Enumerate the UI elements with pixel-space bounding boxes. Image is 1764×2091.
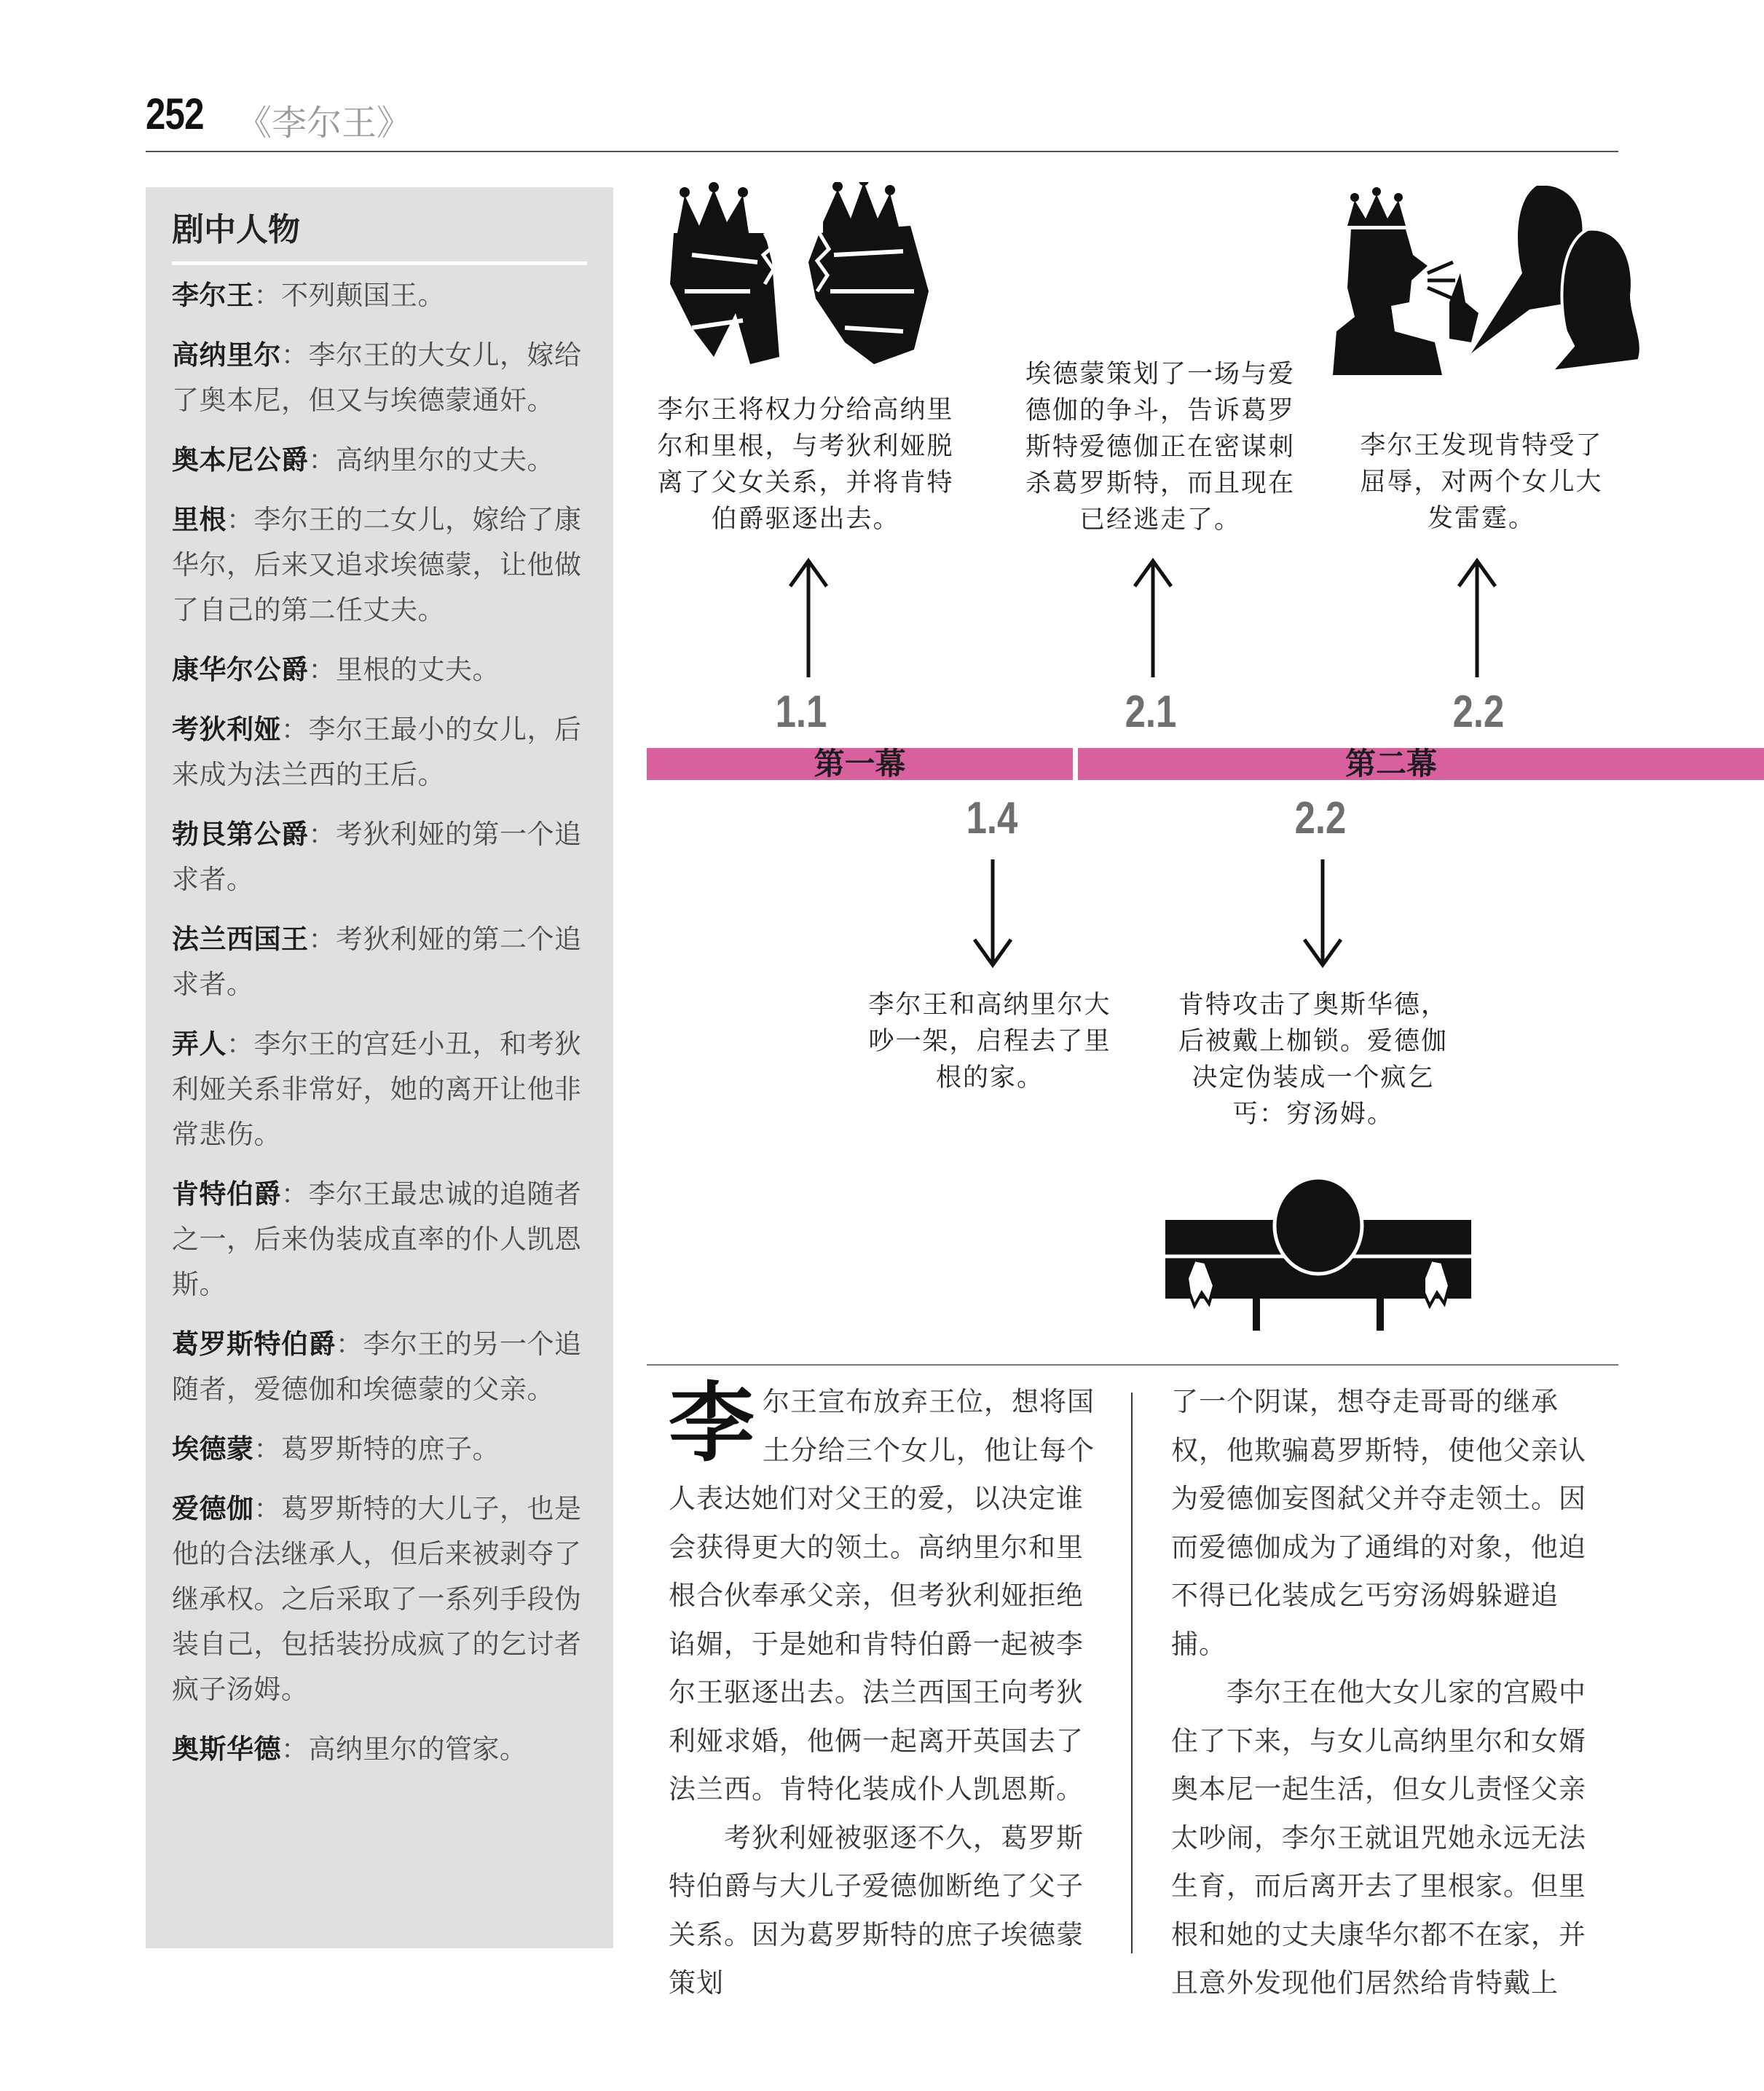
character-desc: ：高纳里尔的丈夫。: [308, 444, 554, 476]
body-column-2: [1171, 1378, 1599, 2008]
act-bar-2: [1078, 748, 1764, 780]
body-paragraph: 考狄利娅被驱逐不久，葛罗斯特伯爵与大儿子爱德伽断绝了父子关系。因为葛罗斯特的庶子埃德蒙策划: [669, 1822, 1084, 1999]
character-entry: [172, 917, 593, 1007]
character-desc: ：李尔王的另一个追随者，爱德伽和埃德蒙的父亲。: [172, 1328, 582, 1405]
column-divider: [1131, 1393, 1133, 1953]
character-desc: ：李尔王最小的女儿，后来成为法兰西的王后。: [172, 714, 582, 790]
king-shouting-at-daughters-icon: [1333, 186, 1646, 375]
scene-number: 2.2: [1452, 687, 1505, 737]
character-name: 李尔王: [172, 280, 254, 311]
arrow-up-icon: [1455, 557, 1499, 677]
arrow-down-icon: [971, 859, 1015, 969]
character-entry: [172, 497, 593, 633]
character-entry: [172, 438, 593, 483]
character-name: 康华尔公爵: [172, 654, 309, 685]
book-title: 《李尔王》: [237, 103, 412, 143]
page-number: 252: [146, 90, 204, 138]
act-label: 第二幕: [1344, 746, 1437, 781]
man-in-stocks-icon: [1162, 1176, 1475, 1333]
body-paragraph: 李尔王在他大女儿家的宫殿中住了下来，与女儿高纳里尔和女婿奥本尼一起生活，但女儿责怪父亲太吵闹，李尔王就诅咒她永远无法生育，而后离开去了里根家。但里根和她的丈夫康华尔都不在家，并且意外发现他们居然给肯特戴上: [1171, 1677, 1586, 1999]
character-entry: [172, 647, 593, 693]
character-name: 高纳里尔: [172, 339, 281, 371]
scene-number: 1.4: [966, 793, 1018, 843]
act-bar-1: [647, 748, 1073, 780]
character-desc: ：李尔王的大女儿，嫁给了奥本尼，但又与埃德蒙通奸。: [172, 339, 582, 416]
scene-number: 2.1: [1125, 687, 1177, 737]
timeline-event-2-2-lower: 肯特攻击了奥斯华德，后被戴上枷锁。爱德伽决定伪装成一个疯乞丐：穷汤姆。: [1178, 991, 1448, 1129]
timeline-event-1-1: 李尔王将权力分给高纳里尔和里根，与考狄利娅脱离了父女关系，并将肯特伯爵驱逐出去。: [657, 395, 954, 534]
body-paragraph: 了一个阴谋，想夺走哥哥的继承权，他欺骗葛罗斯特，使他父亲认为爱德伽妄图弑父并夺走领土。因而爱德伽成为了通缉的对象，他迫不得已化装成乞丐穷汤姆躲避追捕。: [1171, 1386, 1586, 1660]
timeline-event-1-4: 李尔王和高纳里尔大吵一架，启程去了里根的家。: [868, 991, 1111, 1092]
character-desc: ：不列颠国王。: [253, 280, 445, 311]
character-name: 弄人: [172, 1028, 227, 1060]
character-desc: ：李尔王的宫廷小丑，和考狄利娅关系非常好，她的离开让他非常悲伤。: [172, 1028, 582, 1150]
character-name: 葛罗斯特伯爵: [172, 1328, 336, 1360]
character-desc: ：李尔王的二女儿，嫁给了康华尔，后来又追求埃德蒙，让他做了自己的第二任丈夫。: [172, 504, 582, 626]
character-entry: [172, 1727, 593, 1772]
scene-number: 1.1: [775, 687, 827, 737]
character-entry: [172, 1172, 593, 1307]
character-name: 里根: [172, 504, 227, 535]
characters-sidebar: [146, 187, 613, 1948]
character-name: 勃艮第公爵: [172, 819, 309, 850]
arrow-down-icon: [1301, 859, 1344, 969]
torn-crown-gloves-icon: [663, 182, 932, 368]
character-entry: [172, 273, 593, 318]
act-label: 第一幕: [814, 746, 906, 781]
character-desc: ：葛罗斯特的庶子。: [253, 1433, 500, 1465]
scene-number: 2.2: [1294, 793, 1347, 843]
character-entry: [172, 1322, 593, 1412]
character-name: 奥本尼公爵: [172, 444, 309, 476]
sidebar-title: 剧中人物: [172, 211, 300, 248]
character-desc: ：葛罗斯特的大儿子，也是他的合法继承人，但后来被剥夺了继承权。之后采取了一系列手段伪装自己，包括装扮成疯了的乞讨者疯子汤姆。: [172, 1493, 582, 1705]
character-desc: ：考狄利娅的第一个追求者。: [172, 819, 582, 895]
body-column-1: [669, 1373, 1097, 2008]
timeline-event-2-1: 埃德蒙策划了一场与爱德伽的争斗，告诉葛罗斯特爱德伽正在密谋刺杀葛罗斯特，而且现在已经逃走了。: [1025, 360, 1295, 535]
character-list: [172, 273, 593, 1787]
character-entry: [172, 707, 593, 798]
character-entry: [172, 812, 593, 902]
character-name: 肯特伯爵: [172, 1178, 281, 1210]
character-desc: ：高纳里尔的管家。: [281, 1733, 527, 1765]
character-entry: [172, 333, 593, 423]
character-name: 考狄利娅: [172, 714, 281, 745]
body-top-rule: [647, 1364, 1618, 1366]
character-name: 爱德伽: [172, 1493, 254, 1524]
character-desc: ：李尔王最忠诚的追随者之一，后来伪装成直率的仆人凯恩斯。: [172, 1178, 582, 1300]
arrow-up-icon: [1131, 557, 1175, 677]
character-entry: [172, 1022, 593, 1157]
timeline-event-2-2-upper: 李尔王发现肯特受了屈辱，对两个女儿大发雷霆。: [1360, 431, 1603, 533]
character-desc: ：里根的丈夫。: [308, 654, 500, 685]
character-entry: [172, 1486, 593, 1712]
arrow-up-icon: [787, 557, 830, 677]
character-name: 法兰西国王: [172, 924, 309, 955]
character-name: 埃德蒙: [172, 1433, 254, 1465]
header-rule: [146, 151, 1618, 152]
character-desc: ：考狄利娅的第二个追求者。: [172, 924, 582, 1000]
drop-cap: 李: [669, 1373, 756, 1473]
character-entry: [172, 1427, 593, 1472]
character-name: 奥斯华德: [172, 1733, 281, 1765]
body-paragraph: 尔王宣布放弃王位，想将国土分给三个女儿，他让每个人表达她们对父王的爱，以决定谁会获得更大的领土。高纳里尔和里根合伙奉承父亲，但考狄利娅拒绝谄媚，于是她和肯特伯爵一起被李尔王驱逐出去。法兰西国王向考狄利娅求婚，他俩一起离开英国去了法兰西。肯特化装成仆人凯恩斯。: [669, 1386, 1095, 1805]
sidebar-rule: [172, 261, 587, 265]
